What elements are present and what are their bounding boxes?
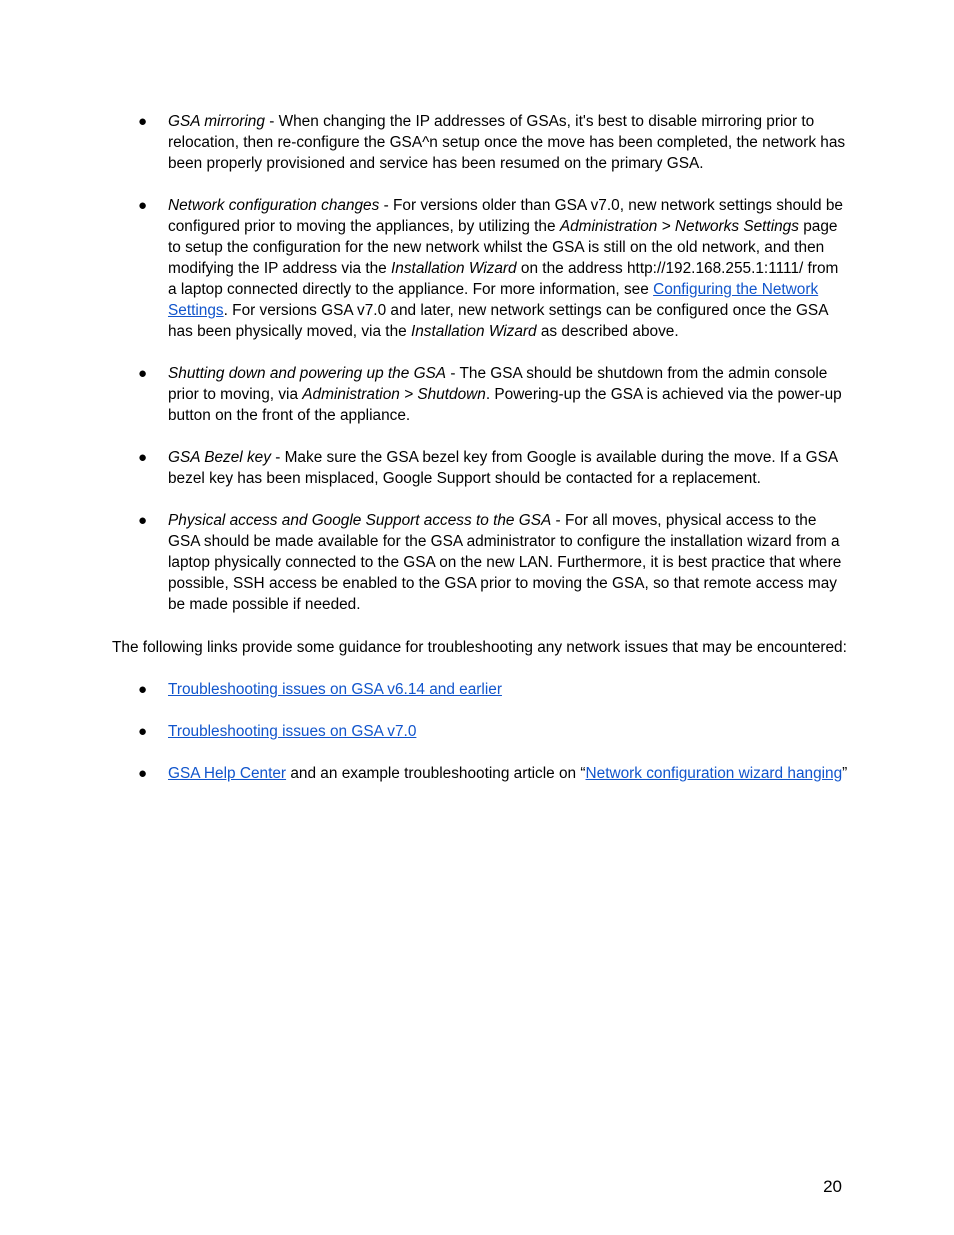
link-network-wizard-hanging[interactable]: Network configuration wizard hanging [585,765,843,782]
list-item-shutdown [138,363,848,426]
link-configuring-network-settings[interactable]: Configuring the Network Settings [168,281,819,319]
text-segment: - For versions older than GSA v7.0, new network settings should be configured prior to moving the appliances, by utilizing the [168,197,843,235]
list-item-gsa-mirroring [138,111,848,174]
text-segment: as described above. [536,323,679,340]
term-physical-access: Physical access and Google Support access to the GSA [168,512,552,529]
text-gsa-mirroring: - When changing the IP addresses of GSAs, it's best to disable mirroring prior to relocation, then re-configure the GSA^n setup once the move has been completed, the network has been properly provisioned and service has been resumed on the primary GSA. [168,113,846,172]
term-bezel-key: GSA Bezel key [168,449,271,466]
bullet-icon: ● [138,723,148,740]
page-number: 20 [823,1177,842,1196]
term-network-config: Network configuration changes [168,197,380,214]
text-segment: . Powering-up the GSA is achieved via the power-up button on the front of the appliance. [168,386,842,424]
bullet-icon: ● [138,765,148,782]
closing-quote: ” [842,765,848,782]
bullet-icon: ● [138,197,148,214]
text-segment: . For versions GSA v7.0 and later, new network settings can be configured once the GSA has been physically moved, via the [168,302,828,340]
installation-wizard-term: Installation Wizard [391,260,517,277]
list-item-link-v70 [138,721,868,742]
text-segment: on the address http://192.168.255.1:1111/ from a laptop connected directly to the appliance. For more information, see [168,260,839,298]
list-item-link-v614 [138,679,868,700]
list-item-help-center [138,763,868,784]
troubleshooting-links-list [138,679,868,805]
installation-wizard-term: Installation Wizard [410,323,537,340]
text-segment: - The GSA should be shutdown from the admin console prior to moving, via [168,365,828,403]
text-bezel-key: - Make sure the GSA bezel key from Google is available during the move. If a GSA bezel key has been misplaced, Google Support should be contacted for a replacement. [168,449,838,487]
link-gsa-help-center[interactable]: GSA Help Center [168,765,287,782]
term-gsa-mirroring: GSA mirroring [168,113,265,130]
bullet-icon: ● [138,449,148,466]
menu-path-networks-settings: Administration > Networks Settings [559,218,799,235]
links-intro-paragraph: The following links provide some guidance for troubleshooting any network issues that may be encountered: [112,639,847,656]
link-troubleshooting-v614[interactable]: Troubleshooting issues on GSA v6.14 and earlier [168,681,502,698]
text-segment: page to setup the configuration for the new network whilst the GSA is still on the old network, and then modifying the IP address via the [168,218,838,277]
bullet-icon: ● [138,512,148,529]
bullet-icon: ● [138,365,148,382]
text-segment: and an example troubleshooting article on “ [286,765,586,782]
link-troubleshooting-v70[interactable]: Troubleshooting issues on GSA v7.0 [168,723,417,740]
list-item-network-config [138,195,848,342]
list-item-physical-access [138,510,848,615]
term-shutdown: Shutting down and powering up the GSA [168,365,447,382]
bullet-icon: ● [138,681,148,698]
menu-path-shutdown: Administration > Shutdown [302,386,486,403]
text-physical-access: - For all moves, physical access to the GSA should be made available for the GSA administrator to configure the installation wizard from a laptop physically connected to the GSA on the new LAN. Furthermore, it is best practice that where possible, SSH access be enabled to the GSA prior to moving the GSA, so that remote access may be made possible if needed. [168,512,842,613]
considerations-list [138,111,848,636]
list-item-bezel-key [138,447,848,489]
bullet-icon: ● [138,113,148,130]
